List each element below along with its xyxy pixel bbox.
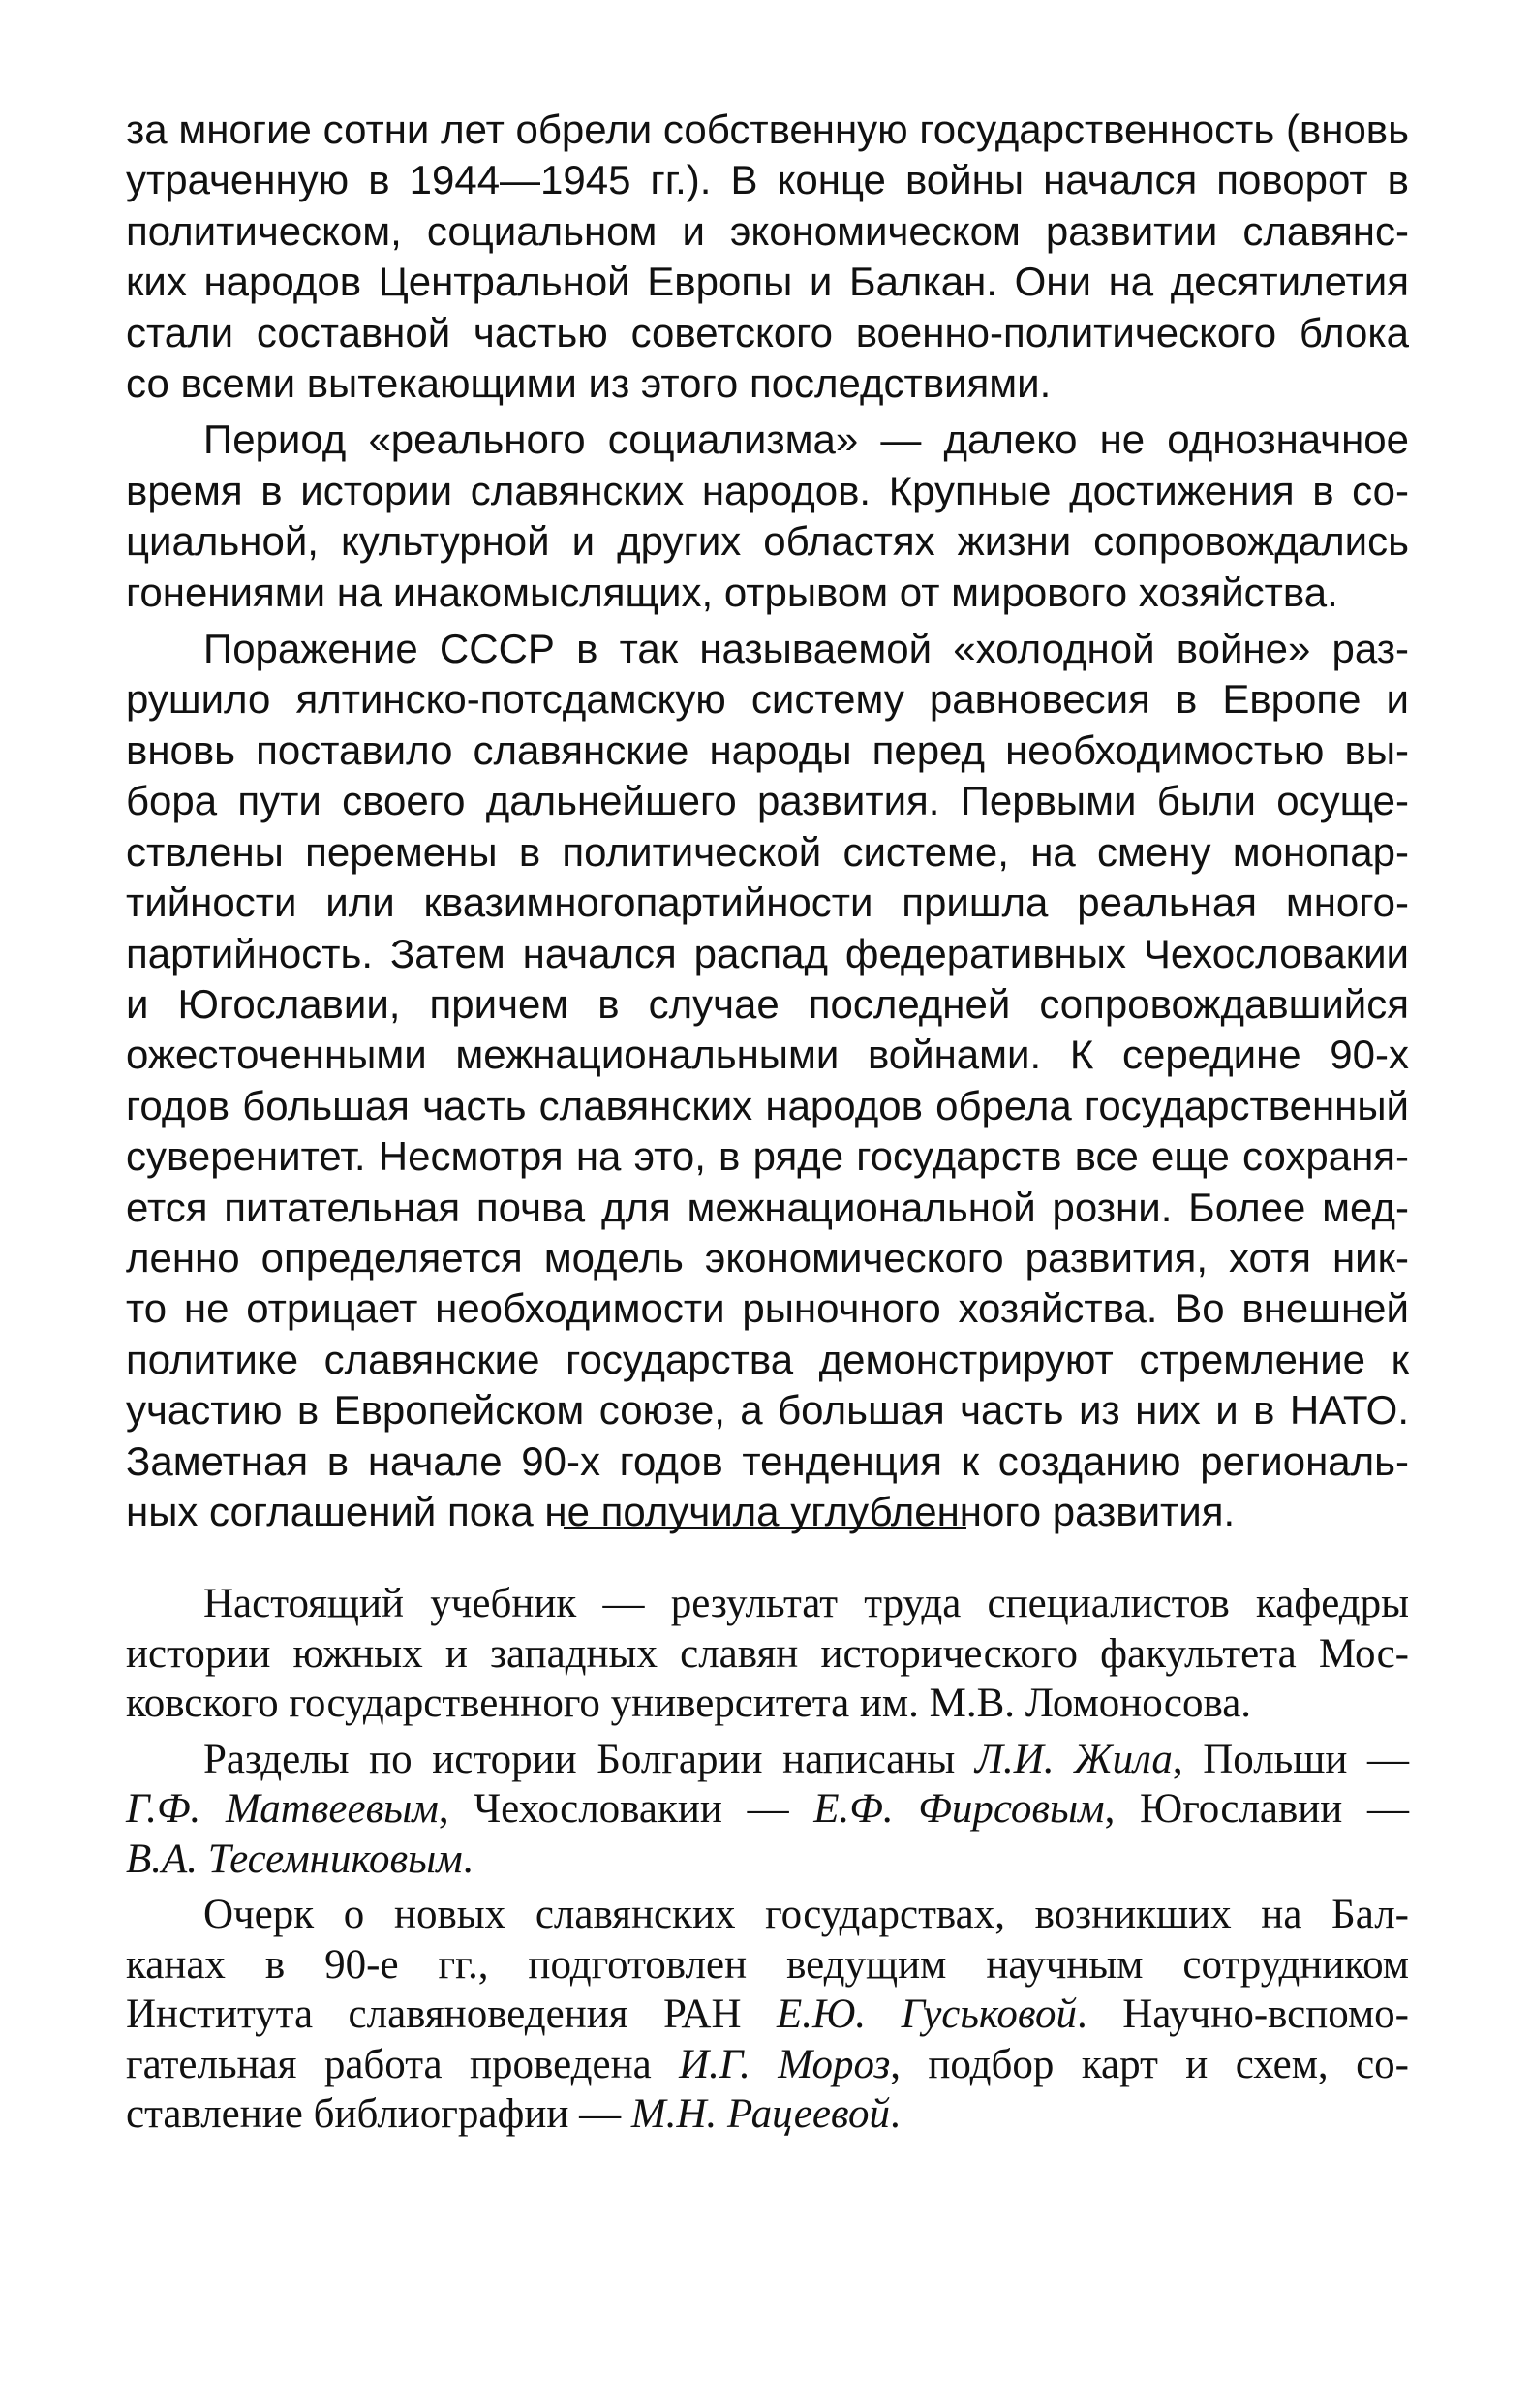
text-line: ожесточенными межнациональными войнами. К середине 90-х [126, 1032, 1409, 1078]
author-name: Е.Ю. Гуськовой [776, 1991, 1078, 2037]
text-line: участию в Европейском союзе, а большая часть из них и в НАТО. [126, 1387, 1409, 1434]
author-name: М.Н. Рацеевой [630, 2091, 890, 2137]
text-line: суверенитет. Несмотря на это, в ряде государств все еще сохраня- [126, 1133, 1409, 1180]
preface-block [126, 1579, 1409, 2140]
text-line: ствлены перемены в политической системе, на смену монопар- [126, 828, 1409, 875]
text-line: вновь поставило славянские народы перед необходимостью вы- [126, 726, 1409, 773]
text-line: за многие сотни лет обрели собственную государственность (вновь [126, 107, 1409, 152]
section-divider [564, 1527, 966, 1529]
text-fragment: , Югославии — [1104, 1786, 1409, 1832]
text-line [126, 1784, 1409, 1835]
text-fragment: . [462, 1836, 474, 1882]
text-line: время в истории славянских народов. Крупные достижения в со- [126, 467, 1409, 513]
paragraph-independence [126, 105, 1409, 409]
text-fragment: Разделы по истории Болгарии написаны [203, 1736, 975, 1782]
text-line: рушило ялтинско-потсдамскую систему равновесия в Европе и [126, 676, 1409, 723]
text-line: политическом, социальном и экономическом развитии славянс- [126, 207, 1409, 254]
text-line: Поражение СССР в так называемой «холодной войне» раз- [203, 626, 1409, 672]
author-name: Г.Ф. Матвеевым [126, 1786, 439, 1832]
paragraph-cold-war [126, 624, 1409, 1537]
text-line: политике славянские государства демонстрируют стремление к [126, 1336, 1409, 1382]
text-line [126, 2040, 1409, 2090]
text-fragment: , Чехословакии — [438, 1786, 814, 1832]
text-line: ленно определяется модель экономического развития, хотя ник- [126, 1234, 1409, 1281]
text-line [126, 2089, 1409, 2140]
text-fragment: . Научно-вспомо- [1077, 1991, 1409, 2037]
text-line: Настоящий учебник — результат труда специалистов кафедры [203, 1581, 1409, 1626]
text-line: тийности или квазимногопартийности пришла реальная много- [126, 880, 1409, 926]
text-line: гонениями на инакомыслящих, отрывом от мирового хозяйства. [126, 569, 1338, 615]
text-line: утраченную в 1944—1945 гг.). В конце войны начался поворот в [126, 157, 1409, 203]
text-line [126, 1835, 1409, 1885]
author-name: Е.Ф. Фирсовым [813, 1786, 1105, 1832]
paragraph-textbook-origin [126, 1579, 1409, 1729]
text-line [126, 1735, 1409, 1785]
paragraph-new-states-essay [126, 1890, 1409, 2140]
author-name: Л.И. Жила [974, 1736, 1173, 1782]
text-line: истории южных и западных славян исторического факультета Мос- [126, 1630, 1409, 1677]
text-line: бора пути своего дальнейшего развития. Первыми были осуще- [126, 778, 1409, 824]
text-line: Заметная в начале 90-х годов тенденция к созданию региональ- [126, 1437, 1409, 1484]
text-fragment: , Польши — [1172, 1736, 1410, 1782]
text-line: ких народов Центральной Европы и Балкан. Они на десятилетия [126, 259, 1409, 305]
text-fragment: . [890, 2091, 901, 2137]
text-line: партийность. Затем начался распад федеративных Чехословакии [126, 930, 1409, 976]
paragraph-section-authors [126, 1735, 1409, 1885]
text-line: Период «реального социализма» — далеко не однозначное [203, 417, 1409, 463]
author-name: И.Г. Мороз [679, 2041, 891, 2087]
main-text-block [126, 105, 1409, 1537]
text-line: со всеми вытекающими из этого последствиями. [126, 360, 1052, 407]
text-fragment: ставление библиографии — [126, 2091, 631, 2137]
text-line: то не отрицает необходимости рыночного хозяйства. Во внешней [126, 1285, 1409, 1332]
text-line: ных соглашений пока не получила углубленного развития. [126, 1488, 1236, 1534]
text-line: годов большая часть славянских народов обрела государственный [126, 1082, 1409, 1128]
text-fragment: гательная работа проведена [126, 2041, 680, 2087]
text-fragment: , подбор карт и схем, со- [890, 2041, 1409, 2087]
text-line [126, 1990, 1409, 2040]
text-line: ковского государственного университета им. М.В. Ломоносова. [126, 1681, 1252, 1726]
paragraph-real-socialism [126, 415, 1409, 618]
text-line: Очерк о новых славянских государствах, возникших на Бал- [203, 1892, 1409, 1937]
text-line: и Югославии, причем в случае последней сопровождавшийся [126, 980, 1409, 1027]
text-line: стали составной частью советского военно-политического блока [126, 309, 1409, 355]
text-line: ется питательная почва для межнациональной розни. Более мед- [126, 1184, 1409, 1230]
text-fragment: Института славяноведения РАН [126, 1991, 777, 2037]
text-line: циальной, культурной и других областях жизни сопровождались [126, 518, 1409, 565]
author-name: В.А. Тесемниковым [126, 1836, 463, 1882]
text-line: канах в 90-е гг., подготовлен ведущим научным сотрудником [126, 1941, 1409, 1988]
